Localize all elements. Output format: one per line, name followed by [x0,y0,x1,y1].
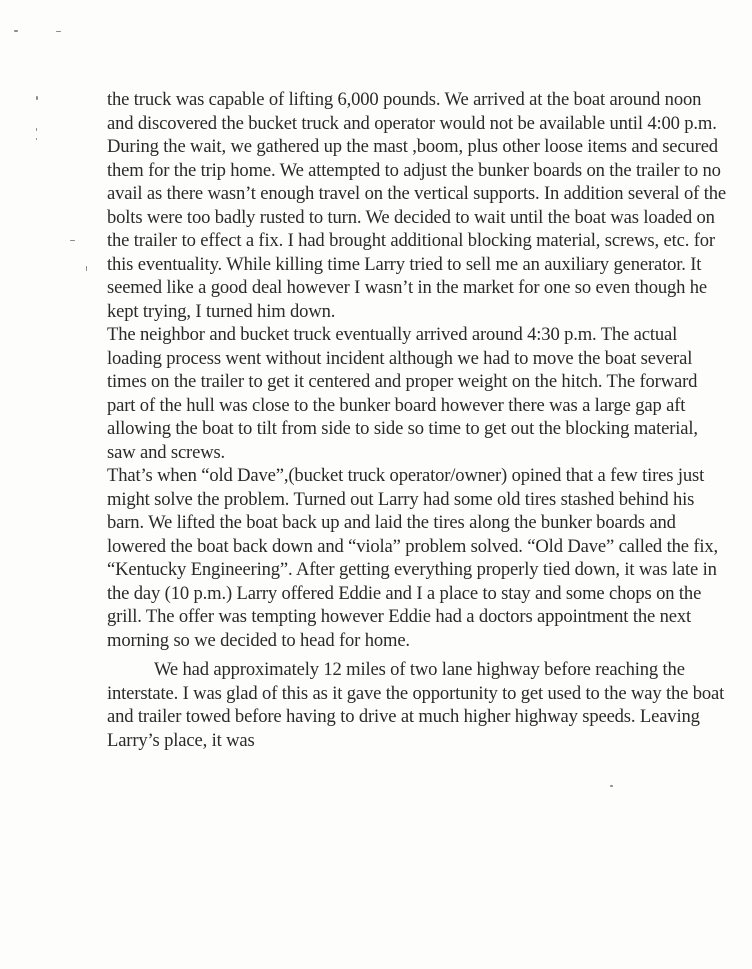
paragraph-2: The neighbor and bucket truck eventually arrived around 4:30 p.m. The actual loading process went without incident although we had to move the boat several times on the trailer to get it centered and proper weight on the hitch. The forward part of the hull was close to the bunker board however there was a large gap aft allowing the boat to tilt from side to side so time to get out the blocking material, saw and screws. [107,324,698,463]
scan-speck [610,785,613,787]
document-body [107,88,727,752]
scan-speck [56,31,61,32]
scan-speck [86,266,87,271]
scan-speck [36,128,37,131]
scan-speck [36,138,37,140]
scan-speck [36,96,38,100]
paragraph-1: the truck was capable of lifting 6,000 pounds. We arrived at the boat around noon and discovered the bucket truck and operator would not be available until 4:00 p.m. During the wait, we gathered up the mast ,boom, plus other loose items and secured them for the trip home. We attempted to adjust the bunker boards on the trailer to no avail as there wasn’t enough travel on the vertical supports. In addition several of the bolts were too badly rusted to turn. We decided to wait until the boat was loaded on the trailer to effect a fix. I had brought additional blocking material, screws, etc. for this eventuality. While killing time Larry tried to sell me an auxiliary generator. It seemed like a good deal however I wasn’t in the market for one so even though he kept trying, I turned him down. [107,89,726,322]
scan-speck [70,240,75,241]
paragraph-4: We had approximately 12 miles of two lane highway before reaching the interstate. I was glad of this as it gave the opportunity to get used to the way the boat and trailer towed before having to drive at much higher highway speeds. Leaving Larry’s place, it was [107,659,725,751]
paragraph-3: That’s when “old Dave”,(bucket truck operator/owner) opined that a few tires just might solve the problem. Turned out Larry had some old tires stashed behind his barn. We lifted the boat back up and laid the tires along the bunker boards and lowered the boat back down and “viola” problem solved. “Old Dave” called the fix, “Kentucky Engineering”. After getting everything properly tied down, it was late in the day (10 p.m.) Larry offered Eddie and I a place to stay and some chops on the grill. The offer was tempting however Eddie had a doctors appointment the next morning so we decided to head for home. [107,465,719,651]
scan-speck [14,30,18,32]
